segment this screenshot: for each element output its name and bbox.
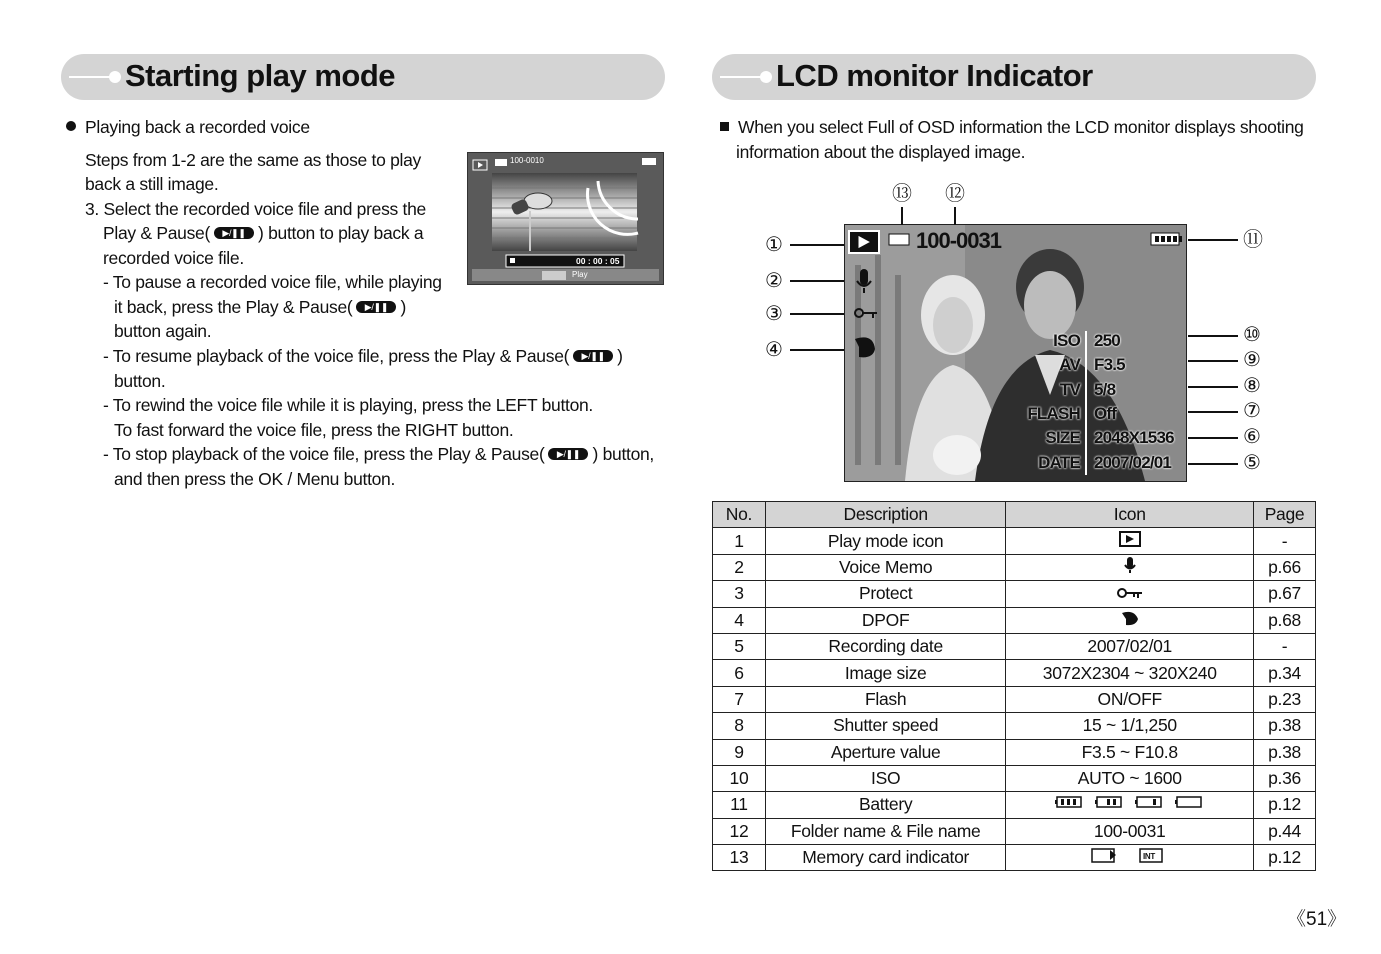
text-part: Play & Pause(: [103, 223, 210, 243]
cell-icon: ON/OFF: [1006, 686, 1254, 712]
callout-10: ⑩: [1243, 322, 1261, 346]
page-number: 《51》: [1287, 909, 1347, 930]
cell-description: ISO: [765, 765, 1005, 791]
play-pause-icon: [356, 301, 396, 313]
left-section-title: Starting play mode: [125, 58, 396, 93]
text-part: ) button,: [592, 444, 654, 464]
header-dot: [760, 71, 772, 83]
bullet-text: Playing back a recorded voice: [85, 117, 310, 137]
header-dot: [109, 71, 121, 83]
cell-no: 4: [713, 607, 766, 633]
lcd-info-label: SIZE: [1045, 428, 1080, 447]
right-section-header: [712, 54, 1316, 100]
step-text: back a still image.: [85, 174, 219, 194]
bullet-heading: [66, 115, 310, 140]
square-bullet-icon: [720, 122, 729, 131]
table-row: [713, 633, 1316, 659]
lcd-info-value: F3.5: [1094, 355, 1125, 374]
cell-page: -: [1254, 633, 1316, 659]
intro-text: information about the displayed image.: [736, 142, 1026, 162]
play-pause-icon: [573, 350, 613, 362]
cell-icon: AUTO ~ 1600: [1006, 765, 1254, 791]
voice-playback-lcd: [467, 152, 664, 285]
cell-page: p.12: [1254, 845, 1316, 871]
text-part: ): [400, 297, 406, 317]
cell-description: Protect: [765, 581, 1005, 607]
callout-1: ①: [765, 232, 783, 256]
callout-3: ③: [765, 301, 783, 325]
key-icon: [1117, 587, 1143, 599]
play-pause-icon: [214, 227, 254, 239]
callout-4: ④: [765, 337, 783, 361]
table-row: [713, 845, 1316, 871]
step-text: 3. Select the recorded voice file and press the: [85, 199, 426, 219]
cell-no: 2: [713, 554, 766, 580]
callout-leader: [1188, 360, 1238, 362]
step-text: button.: [114, 371, 166, 391]
cell-page: p.12: [1254, 792, 1316, 818]
step-text: [103, 221, 423, 246]
lcd-info-label: AV: [1059, 355, 1080, 374]
cell-icon: 100-0031: [1006, 818, 1254, 844]
callout-leader: [1188, 437, 1238, 439]
cell-description: DPOF: [765, 607, 1005, 633]
callout-leader: [1188, 239, 1238, 241]
battery-icons: [1055, 794, 1205, 810]
cell-page: p.38: [1254, 739, 1316, 765]
step-text: To fast forward the voice file, press the RIGHT button.: [114, 420, 514, 440]
callout-leader: [790, 244, 844, 246]
lcd-info-value: 250: [1094, 331, 1120, 350]
cell-icon: [1006, 845, 1254, 871]
table-row: [713, 660, 1316, 686]
cell-icon: [1006, 554, 1254, 580]
callout-leader: [790, 349, 844, 351]
callout-9: ⑨: [1243, 347, 1261, 371]
header-no: No.: [713, 502, 766, 528]
table-row: [713, 686, 1316, 712]
right-section-title: LCD monitor Indicator: [776, 58, 1093, 93]
step-text: recorded voice file.: [103, 248, 244, 268]
callout-leader: [1188, 386, 1238, 388]
cell-icon: F3.5 ~ F10.8: [1006, 739, 1254, 765]
lcd-info-value: 2048X1536: [1094, 428, 1174, 447]
table-header-row: [713, 502, 1316, 528]
cell-description: Play mode icon: [765, 528, 1005, 554]
text-part: ): [617, 346, 623, 366]
callout-13: ⑬: [892, 181, 912, 205]
cell-description: Battery: [765, 792, 1005, 818]
cell-page: p.36: [1254, 765, 1316, 791]
cell-icon: [1006, 607, 1254, 633]
cell-no: 13: [713, 845, 766, 871]
voice-time: 00 : 00 : 05: [576, 256, 620, 266]
cell-description: Flash: [765, 686, 1005, 712]
lcd-info-label: FLASH: [1027, 404, 1080, 423]
cell-icon: 15 ~ 1/1,250: [1006, 713, 1254, 739]
microphone-icon: [1123, 556, 1137, 574]
table-body: [713, 528, 1316, 871]
cell-description: Recording date: [765, 633, 1005, 659]
lcd-info-value: Off: [1094, 404, 1117, 423]
cell-no: 1: [713, 528, 766, 554]
step-text: - To rewind the voice file while it is playing, press the LEFT button.: [103, 395, 593, 415]
cell-page: p.38: [1254, 713, 1316, 739]
cell-description: Voice Memo: [765, 554, 1005, 580]
header-icon: Icon: [1006, 502, 1254, 528]
table-row: [713, 554, 1316, 580]
play-pause-icon: [548, 448, 588, 460]
table-row: [713, 765, 1316, 791]
voice-playback-graphic: [468, 153, 663, 284]
table-row: [713, 581, 1316, 607]
table-row: [713, 818, 1316, 844]
header-description: Description: [765, 502, 1005, 528]
cell-icon: [1006, 581, 1254, 607]
step-text: button again.: [114, 321, 212, 341]
cell-page: p.34: [1254, 660, 1316, 686]
cell-icon: 2007/02/01: [1006, 633, 1254, 659]
table-row: [713, 607, 1316, 633]
callout-5: ⑤: [1243, 450, 1261, 474]
callout-leader: [901, 207, 903, 225]
lcd-info-label: DATE: [1038, 453, 1080, 472]
play-mode-icon: [1119, 531, 1141, 547]
cell-no: 7: [713, 686, 766, 712]
callout-11: ⑪: [1243, 227, 1263, 251]
indicator-table: [712, 501, 1316, 871]
cell-no: 8: [713, 713, 766, 739]
cell-description: Aperture value: [765, 739, 1005, 765]
callout-7: ⑦: [1243, 398, 1261, 422]
cell-no: 10: [713, 765, 766, 791]
table-row: [713, 713, 1316, 739]
table-row: [713, 528, 1316, 554]
cell-description: Shutter speed: [765, 713, 1005, 739]
cell-no: 6: [713, 660, 766, 686]
svg-text:INT: INT: [1142, 852, 1155, 862]
text-part: - To resume playback of the voice file, press the Play & Pause(: [103, 346, 570, 366]
cell-no: 9: [713, 739, 766, 765]
left-section-header: [61, 54, 665, 100]
voice-file-name: 100-0010: [510, 156, 544, 165]
step-text: Steps from 1-2 are the same as those to play: [85, 150, 422, 170]
lcd-info-label: TV: [1059, 380, 1080, 399]
step-text: - To pause a recorded voice file, while playing: [103, 272, 442, 292]
lcd-info-label: ISO: [1053, 331, 1080, 350]
lcd-info-value: 2007/02/01: [1094, 453, 1172, 472]
dpof-icon: [1120, 609, 1140, 627]
callout-leader: [1188, 411, 1238, 413]
cell-page: p.23: [1254, 686, 1316, 712]
cell-page: p.66: [1254, 554, 1316, 580]
step-text: [103, 442, 654, 467]
callout-leader: [1188, 463, 1238, 465]
bullet-icon: [66, 121, 76, 131]
step-text: and then press the OK / Menu button.: [114, 469, 396, 489]
intro-text: [720, 115, 1304, 140]
cell-page: p.67: [1254, 581, 1316, 607]
voice-play-label: Play: [572, 270, 588, 279]
table-row: [713, 792, 1316, 818]
header-page: Page: [1254, 502, 1316, 528]
cell-description: Folder name & File name: [765, 818, 1005, 844]
callout-leader: [1188, 335, 1238, 337]
cell-no: 11: [713, 792, 766, 818]
lcd-monitor-preview: [844, 224, 1187, 482]
cell-description: Memory card indicator: [765, 845, 1005, 871]
cell-description: Image size: [765, 660, 1005, 686]
cell-icon: [1006, 792, 1254, 818]
cell-no: 12: [713, 818, 766, 844]
cell-page: p.44: [1254, 818, 1316, 844]
cell-page: -: [1254, 528, 1316, 554]
cell-no: 3: [713, 581, 766, 607]
lcd-file-name: 100-0031: [916, 228, 1001, 253]
table-row: [713, 739, 1316, 765]
cell-icon: 3072X2304 ~ 320X240: [1006, 660, 1254, 686]
memory-card-icons: [1090, 846, 1170, 864]
callout-8: ⑧: [1243, 373, 1261, 397]
callout-6: ⑥: [1243, 424, 1261, 448]
callout-leader: [790, 313, 844, 315]
callout-12: ⑫: [945, 181, 965, 205]
callout-leader: [790, 280, 844, 282]
text-part: it back, press the Play & Pause(: [114, 297, 353, 317]
callout-leader: [954, 207, 956, 225]
step-text: [114, 295, 406, 320]
cell-no: 5: [713, 633, 766, 659]
text-part: - To stop playback of the voice file, press the Play & Pause(: [103, 444, 545, 464]
text-part: ) button to play back a: [258, 223, 424, 243]
step-text: [103, 344, 623, 369]
intro-line: When you select Full of OSD information the LCD monitor displays shooting: [738, 117, 1304, 137]
cell-page: p.68: [1254, 607, 1316, 633]
cell-icon: [1006, 528, 1254, 554]
callout-2: ②: [765, 268, 783, 292]
lcd-info-value: 5/8: [1094, 380, 1116, 399]
